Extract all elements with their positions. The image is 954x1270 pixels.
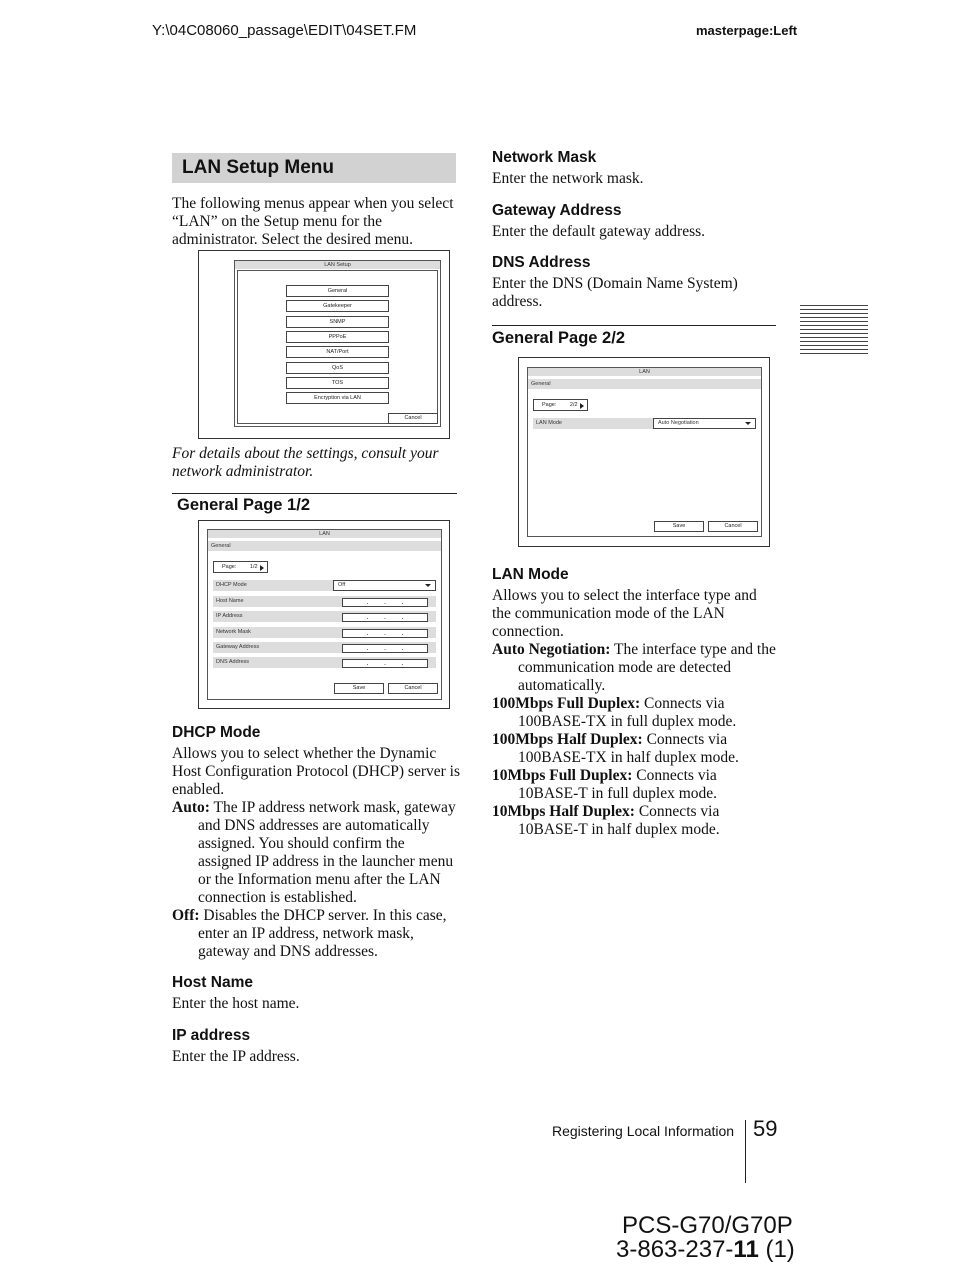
window-title: LAN bbox=[208, 530, 441, 538]
gateway-address-desc: Enter the default gateway address. bbox=[492, 223, 706, 240]
menu-qos-button[interactable]: QoS bbox=[286, 362, 389, 374]
lan-mode-option: 100Mbps Full Duplex: Connects via 100BASE-TX in full duplex mode. bbox=[492, 695, 737, 730]
network-mask-desc: Enter the network mask. bbox=[492, 170, 644, 187]
dns-address-field[interactable]: . . . bbox=[342, 659, 428, 668]
dhcp-off-item: Off: Disables the DHCP server. In this case, enter an IP address, network mask, gateway and DNS addresses. bbox=[172, 907, 447, 960]
screen-general-page-1 bbox=[198, 520, 450, 709]
lan-mode-heading: LAN Mode bbox=[492, 566, 569, 583]
save-button[interactable]: Save bbox=[334, 683, 384, 694]
dhcp-mode-value: Off bbox=[338, 582, 346, 588]
lan-mode-select[interactable] bbox=[653, 418, 756, 429]
chevron-down-icon bbox=[745, 422, 751, 425]
menu-general-button[interactable]: General bbox=[286, 285, 389, 297]
lan-mode-label: LAN Mode bbox=[533, 418, 653, 429]
model-number: PCS-G70/G70P bbox=[622, 1212, 793, 1239]
general-page-1-heading: General Page 1/2 bbox=[177, 496, 310, 514]
dhcp-mode-heading: DHCP Mode bbox=[172, 724, 261, 741]
lan-mode-desc: Allows you to select the interface type and the communication mode of the LAN connection. bbox=[492, 587, 757, 640]
gateway-address-heading: Gateway Address bbox=[492, 202, 622, 219]
ip-address-desc: Enter the IP address. bbox=[172, 1048, 300, 1065]
window-title: LAN bbox=[528, 368, 761, 376]
lan-window bbox=[527, 367, 762, 537]
dns-address-label: DNS Address bbox=[213, 657, 333, 668]
screen-lan-setup bbox=[198, 250, 450, 439]
ip-address-heading: IP address bbox=[172, 1027, 251, 1044]
intro-text: The following menus appear when you select “LAN” on the Setup menu for the administrator. Select the desired menu. bbox=[172, 195, 454, 248]
section-rule bbox=[492, 325, 776, 326]
lan-mode-option: Auto Negotiation: The interface type and the communication mode are detected automatically. bbox=[492, 641, 776, 694]
host-name-label: Host Name bbox=[213, 596, 333, 607]
dns-address-heading: DNS Address bbox=[492, 254, 591, 271]
dhcp-mode-select[interactable] bbox=[333, 580, 436, 591]
menu-gatekeeper-button[interactable]: Gatekeeper bbox=[286, 300, 389, 312]
dns-address-desc: Enter the DNS (Domain Name System) address. bbox=[492, 275, 738, 310]
save-button[interactable]: Save bbox=[654, 521, 704, 532]
page-selector[interactable] bbox=[533, 399, 588, 411]
menu-tos-button[interactable]: TOS bbox=[286, 377, 389, 389]
host-name-desc: Enter the host name. bbox=[172, 995, 300, 1012]
lan-mode-value: Auto Negotiation bbox=[658, 420, 699, 426]
network-mask-label: Network Mask bbox=[213, 627, 333, 638]
host-name-heading: Host Name bbox=[172, 974, 253, 991]
page-value: 1/2 bbox=[249, 564, 258, 570]
dhcp-auto-item: Auto: The IP address network mask, gateway and DNS addresses are automatically assigned. You should confirm the assigned IP address in the launcher menu or the Information menu after the LAN connection is established. bbox=[172, 799, 456, 906]
page-value: 2/2 bbox=[569, 402, 578, 408]
section-label: General bbox=[528, 379, 761, 389]
cancel-button[interactable]: Cancel bbox=[708, 521, 758, 532]
gateway-address-field[interactable]: . . . bbox=[342, 644, 428, 653]
screen-general-page-2 bbox=[518, 357, 770, 547]
section-rule bbox=[172, 493, 457, 494]
header-masterpage: masterpage:Left bbox=[696, 23, 798, 38]
network-mask-field[interactable]: . . . bbox=[342, 629, 428, 638]
menu-nat-port-button[interactable]: NAT/Port bbox=[286, 346, 389, 358]
consult-note: For details about the settings, consult your network administrator. bbox=[172, 445, 439, 480]
header-file-path: Y:\04C08060_passage\EDIT\04SET.FM bbox=[152, 22, 417, 39]
page-label: Page: bbox=[542, 402, 557, 408]
lan-mode-option: 100Mbps Half Duplex: Connects via 100BASE-TX in half duplex mode. bbox=[492, 731, 739, 766]
footer-section-title: Registering Local Information bbox=[552, 1123, 735, 1139]
cancel-button[interactable]: Cancel bbox=[388, 683, 438, 694]
ip-address-label: IP Address bbox=[213, 611, 333, 622]
dhcp-mode-desc: Allows you to select whether the Dynamic Host Configuration Protocol (DHCP) server is enabled. bbox=[172, 745, 461, 798]
ip-address-field[interactable]: . . . bbox=[342, 613, 428, 622]
arrow-right-icon bbox=[260, 565, 264, 571]
network-mask-heading: Network Mask bbox=[492, 149, 597, 166]
menu-snmp-button[interactable]: SNMP bbox=[286, 316, 389, 328]
lan-window bbox=[207, 529, 442, 700]
page-label: Page: bbox=[222, 564, 237, 570]
dhcp-mode-label: DHCP Mode bbox=[213, 580, 333, 591]
section-banner: LAN Setup Menu bbox=[172, 153, 456, 183]
lan-mode-option: 10Mbps Full Duplex: Connects via 10BASE-T in full duplex mode. bbox=[492, 767, 718, 802]
footer-divider bbox=[745, 1120, 746, 1183]
window-title: LAN Setup bbox=[235, 261, 440, 269]
menu-pppoe-button[interactable]: PPPoE bbox=[286, 331, 389, 343]
menu-encryption-button[interactable]: Encryption via LAN bbox=[286, 392, 389, 404]
arrow-right-icon bbox=[580, 403, 584, 409]
lan-setup-window bbox=[234, 260, 441, 427]
chevron-down-icon bbox=[425, 584, 431, 587]
part-number: 3-863-237-11 (1) bbox=[616, 1236, 795, 1263]
cancel-button[interactable]: Cancel bbox=[388, 413, 438, 424]
gateway-address-label: Gateway Address bbox=[213, 642, 333, 653]
general-page-2-heading: General Page 2/2 bbox=[492, 329, 625, 347]
page-number: 59 bbox=[753, 1116, 778, 1141]
lan-mode-option: 10Mbps Half Duplex: Connects via 10BASE-T in half duplex mode. bbox=[492, 803, 720, 838]
page-selector[interactable] bbox=[213, 561, 268, 573]
host-name-field[interactable]: . . . bbox=[342, 598, 428, 607]
section-label: General bbox=[208, 541, 441, 551]
